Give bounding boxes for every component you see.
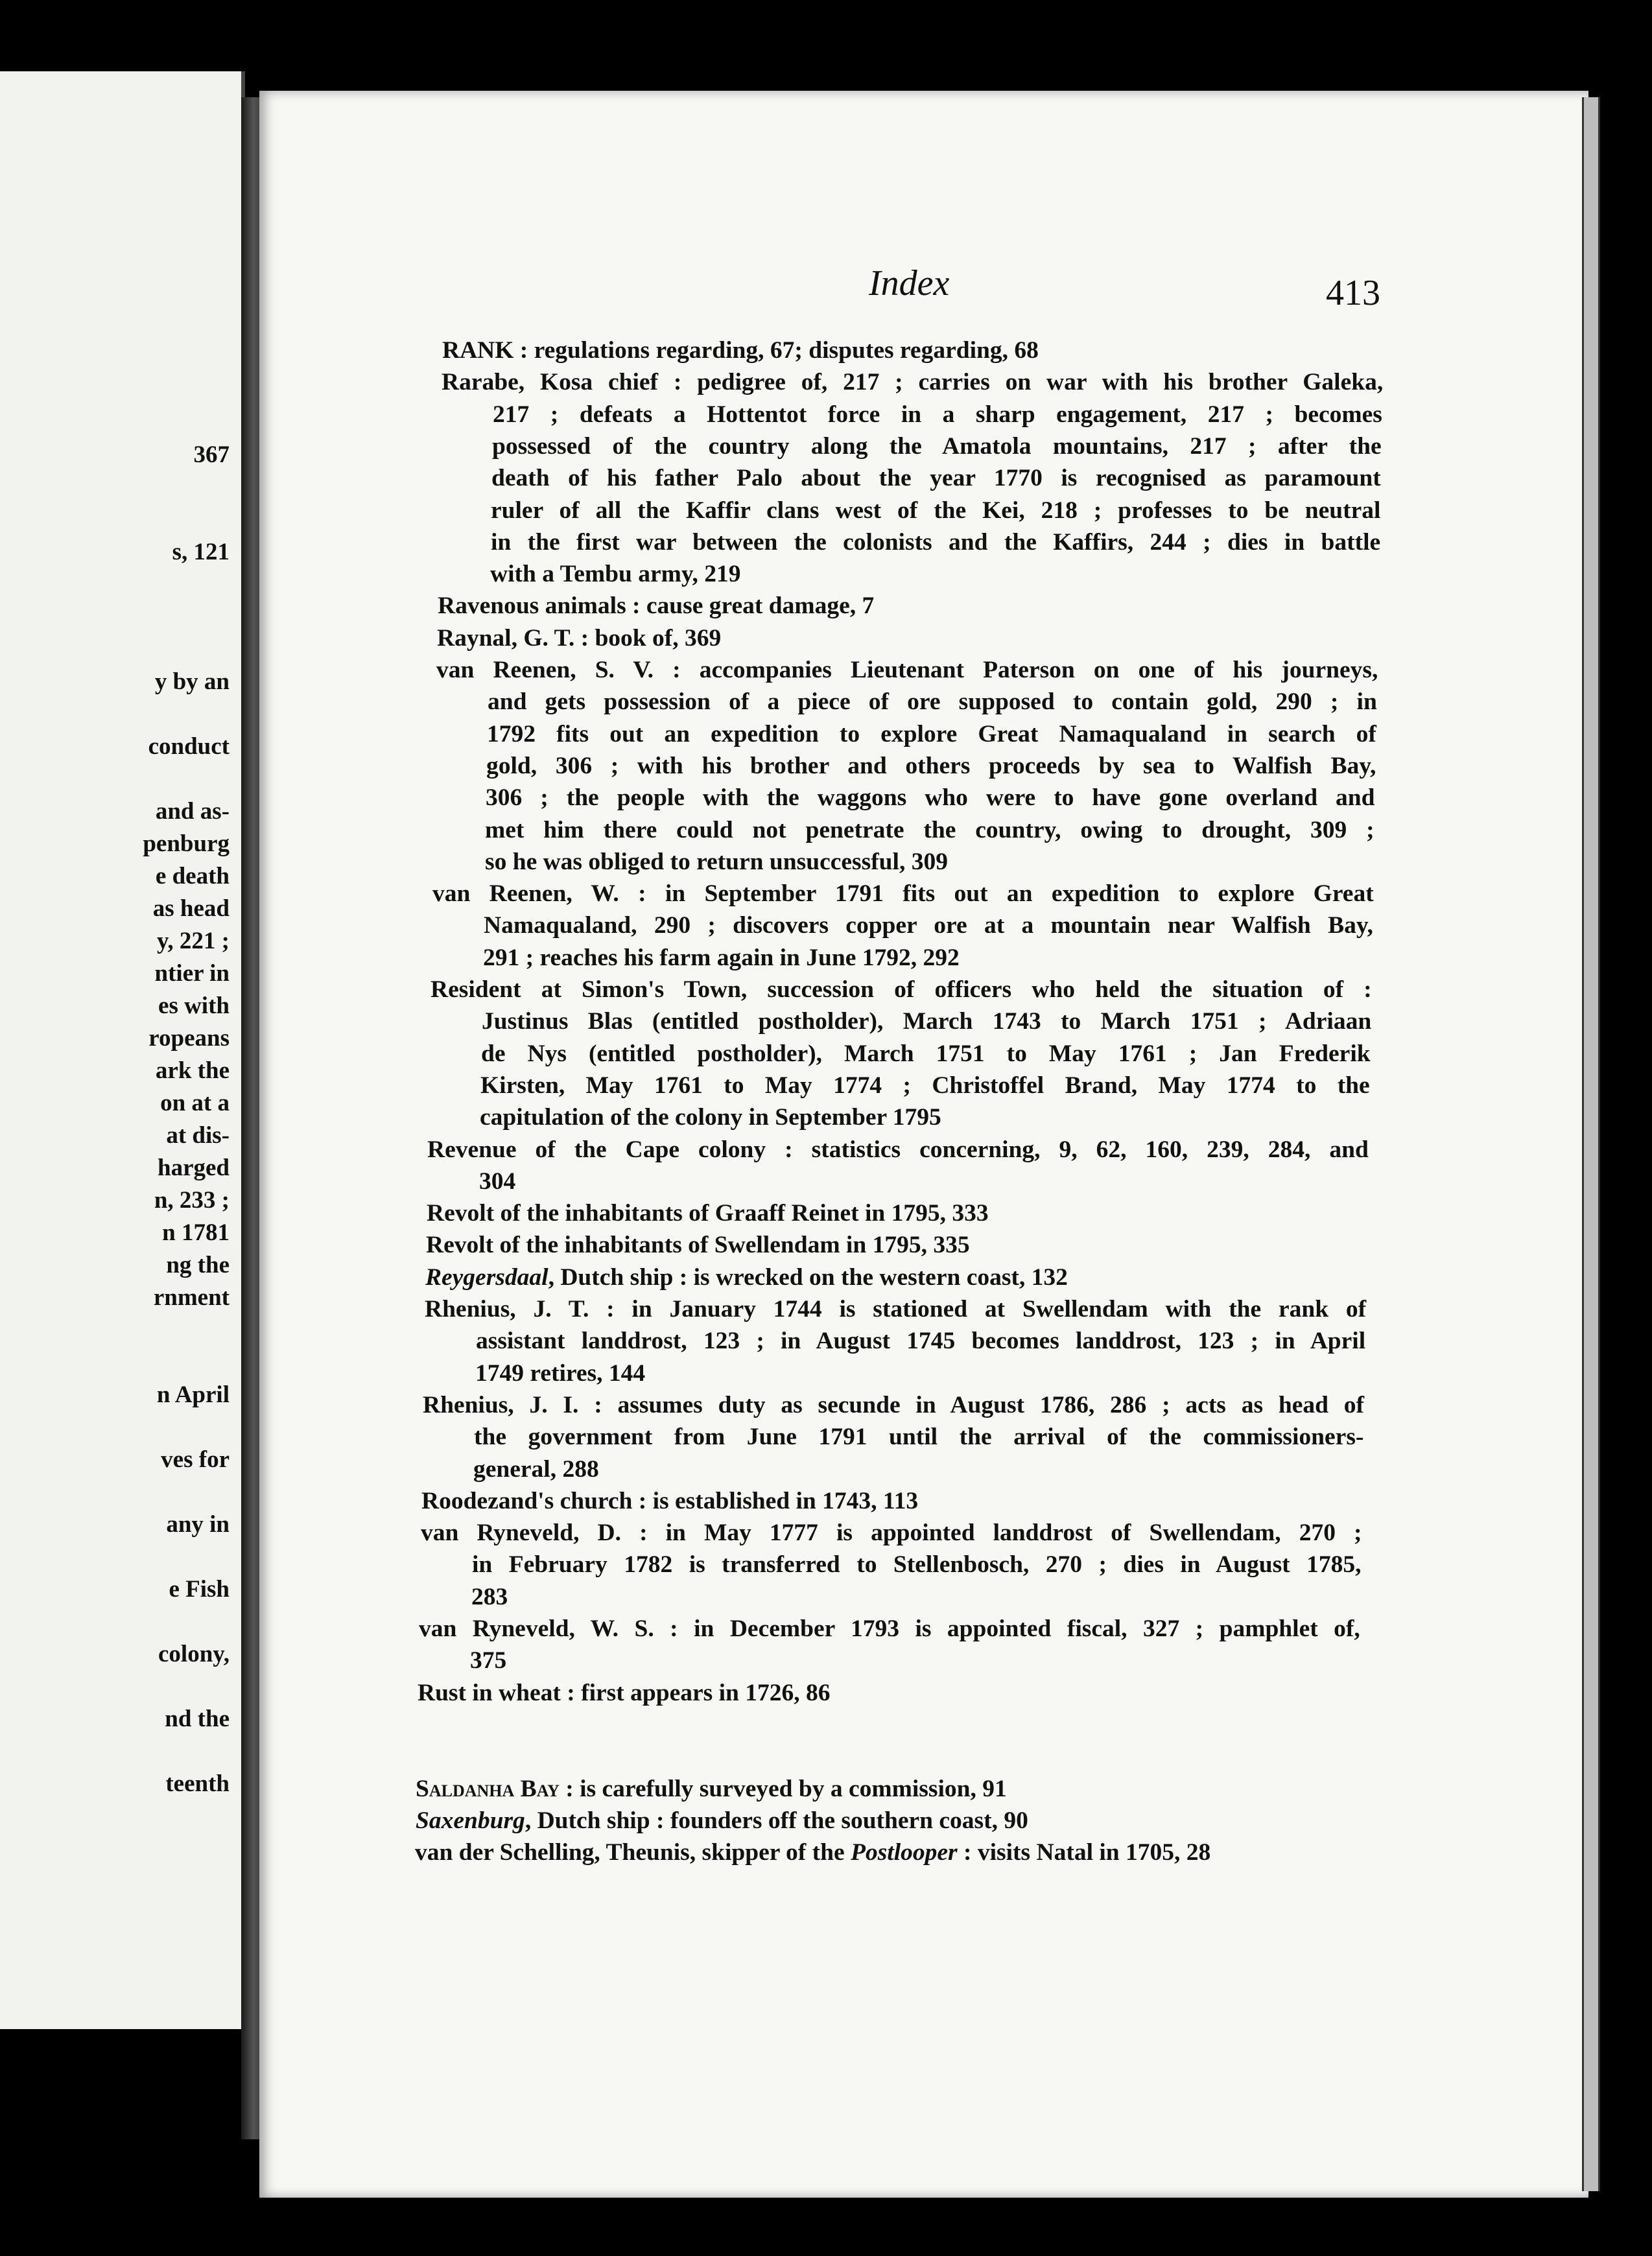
left-page-text-fragment: nd the [165,1706,230,1732]
entry-text: : visits Natal in 1705, 28 [957,1839,1211,1866]
index-entry-continuation-line: 304 [479,1168,516,1195]
index-entry-continuation-line: general, 288 [473,1456,599,1483]
index-entry-continuation-line: in February 1782 is transferred to Stellenbosch, 270 ; dies in August 1785, [472,1551,1362,1578]
left-page-text-fragment: ntier in [154,960,230,987]
index-entry-heading-line: van Reenen, S. V. : accompanies Lieutenant Paterson on one of his journeys, [436,657,1378,683]
index-entry-heading-line: Resident at Simon's Town, succession of officers who held the situation of : [431,976,1372,1003]
page-header-title: Index [869,263,950,303]
index-entry-continuation-line: so he was obliged to return unsuccessful, 309 [485,849,948,875]
index-entry-continuation-line: gold, 306 ; with his brother and others proceeds by sea to Walfish Bay, [486,753,1376,779]
index-entry-continuation-line: the government from June 1791 until the arrival of the commissioners- [474,1424,1364,1450]
left-page-text-fragment: es with [158,993,230,1019]
ship-name: Saxenburg [416,1807,525,1834]
entry-headword: RANK [442,337,514,364]
entry-text: , Dutch ship : is wrecked on the western coast, 132 [548,1264,1068,1291]
left-page-text-fragment: ng the [166,1252,230,1278]
index-entry-heading-line: Rhenius, J. I. : assumes duty as secunde in August 1786, 286 ; acts as head of [423,1392,1365,1418]
left-page-text-fragment: harged [158,1155,230,1181]
index-entry-heading-line: Revenue of the Cape colony : statistics concerning, 9, 62, 160, 239, 284, and [427,1136,1369,1163]
left-page-text-fragment: e death [155,863,230,889]
index-entry-continuation-line: de Nys (entitled postholder), March 1751 to May 1761 ; Jan Frederik [481,1040,1371,1067]
left-page-text-fragment: ark the [155,1057,230,1084]
index-entry-heading-line: van Reenen, W. : in September 1791 fits out an expedition to explore Great [432,880,1374,907]
index-entry-heading-line [416,1777,1007,1802]
left-page-text-fragment: any in [166,1511,230,1538]
left-page-text-fragment: n 1781 [162,1219,230,1246]
index-entry-continuation-line: assistant landdrost, 123 ; in August 1745 becomes landdrost, 123 ; in April [476,1328,1366,1354]
left-page-text-fragment: y by an [154,668,230,695]
index-entry-heading-line: Revolt of the inhabitants of Graaff Reinet in 1795, 333 [427,1200,989,1227]
left-page-text-fragment: conduct [148,733,230,760]
index-entry-heading-line: Roodezand's church : is established in 1743, 113 [421,1488,919,1514]
index-entry-continuation-line: in the first war between the colonists and the Kaffirs, 244 ; dies in battle [491,529,1381,556]
left-page-text-fragment: e Fish [169,1576,230,1603]
left-page-text-fragment: and as- [155,798,230,825]
index-entry-continuation-line: and gets possession of a piece of ore supposed to contain gold, 290 ; in [488,688,1377,715]
left-page-text-fragment: at dis- [166,1122,230,1149]
index-entry-continuation-line: capitulation of the colony in September 1795 [480,1104,941,1131]
left-page-text-fragment: ves for [161,1446,230,1473]
index-entry-heading-line: Rhenius, J. T. : in January 1744 is stationed at Swellendam with the rank of [425,1296,1367,1322]
left-page-text-fragment: on at a [160,1090,230,1116]
index-entry-continuation-line: met him there could not penetrate the country, owing to drought, 309 ; [485,817,1375,843]
index-entry-continuation-line: Kirsten, May 1761 to May 1774 ; Christoffel Brand, May 1774 to the [480,1072,1370,1099]
ship-name: Reygersdaal [425,1264,549,1291]
index-entry-continuation-line: 1749 retires, 144 [475,1360,646,1387]
left-page-text-fragment: rnment [153,1284,230,1311]
left-page-text-fragment: 367 [193,441,230,468]
index-entry-continuation-line: 291 ; reaches his farm again in June 1792, 292 [483,945,960,971]
index-entry-heading-line [425,1265,1068,1290]
index-entry-heading-line [442,338,1039,363]
left-page-text-fragment: ropeans [148,1025,230,1052]
index-entry-continuation-line: possessed of the country along the Amatola mountains, 217 ; after the [492,433,1382,460]
index-entry-continuation-line: 375 [470,1647,507,1674]
left-page-text-fragment: n, 233 ; [154,1187,230,1214]
index-entry-heading-line [416,1809,1028,1833]
index-entry-heading-line [415,1840,1210,1865]
left-page-text-fragment: colony, [158,1641,230,1667]
index-entry-heading-line: Revolt of the inhabitants of Swellendam in 1795, 335 [426,1232,970,1258]
index-entry-heading-line: van Ryneveld, D. : in May 1777 is appointed landdrost of Swellendam, 270 ; [421,1520,1362,1546]
index-entry-heading-line: Raynal, G. T. : book of, 369 [437,625,722,652]
left-page-text-fragment: as head [152,895,230,922]
index-entry-heading-line: Rarabe, Kosa chief : pedigree of, 217 ; carries on war with his brother Galeka, [442,369,1384,395]
entry-text: : is carefully surveyed by a commission, 91 [559,1776,1007,1802]
page-edge [1582,97,1600,2191]
index-entry-continuation-line: death of his father Palo about the year 1770 is recognised as paramount [491,465,1381,491]
left-page-text-fragment: penburg [143,830,230,857]
index-entry-continuation-line: 1792 fits out an expedition to explore Great Namaqualand in search of [487,721,1376,747]
entry-text: van der Schelling, Theunis, skipper of the [415,1839,851,1866]
index-entry-continuation-line: 217 ; defeats a Hottentot force in a sharp engagement, 217 ; becomes [493,401,1382,428]
index-entry-heading-line: Ravenous animals : cause great damage, 7 [438,593,875,619]
left-page-text-fragment: n April [156,1381,230,1408]
left-page-text-fragment: teenth [165,1770,230,1797]
index-entry-continuation-line: with a Tembu army, 219 [490,561,741,587]
entry-text: , Dutch ship : founders off the southern coast, 90 [525,1807,1028,1834]
index-entry-continuation-line: 283 [471,1584,508,1610]
left-facing-page [0,71,245,2029]
left-page-text-fragment: s, 121 [172,539,230,565]
index-entry-continuation-line: 306 ; the people with the waggons who were to have gone overland and [486,784,1375,811]
entry-headword: Saldanha Bay [416,1776,560,1802]
index-entry-continuation-line: ruler of all the Kaffir clans west of the Kei, 218 ; professes to be neutral [491,497,1381,524]
index-entry-continuation-line: Namaqualand, 290 ; discovers copper ore at a mountain near Walfish Bay, [484,912,1373,939]
page-number: 413 [1326,273,1380,313]
ship-name: Postlooper [851,1839,958,1866]
entry-text: : regulations regarding, 67; disputes regarding, 68 [513,337,1039,364]
index-entry-heading-line: Rust in wheat : first appears in 1726, 86 [418,1680,831,1706]
index-entry-continuation-line: Justinus Blas (entitled postholder), March 1743 to March 1751 ; Adriaan [482,1008,1372,1035]
index-entry-heading-line: van Ryneveld, W. S. : in December 1793 is appointed fiscal, 327 ; pamphlet of, [419,1616,1360,1642]
left-page-text-fragment: y, 221 ; [156,928,230,954]
